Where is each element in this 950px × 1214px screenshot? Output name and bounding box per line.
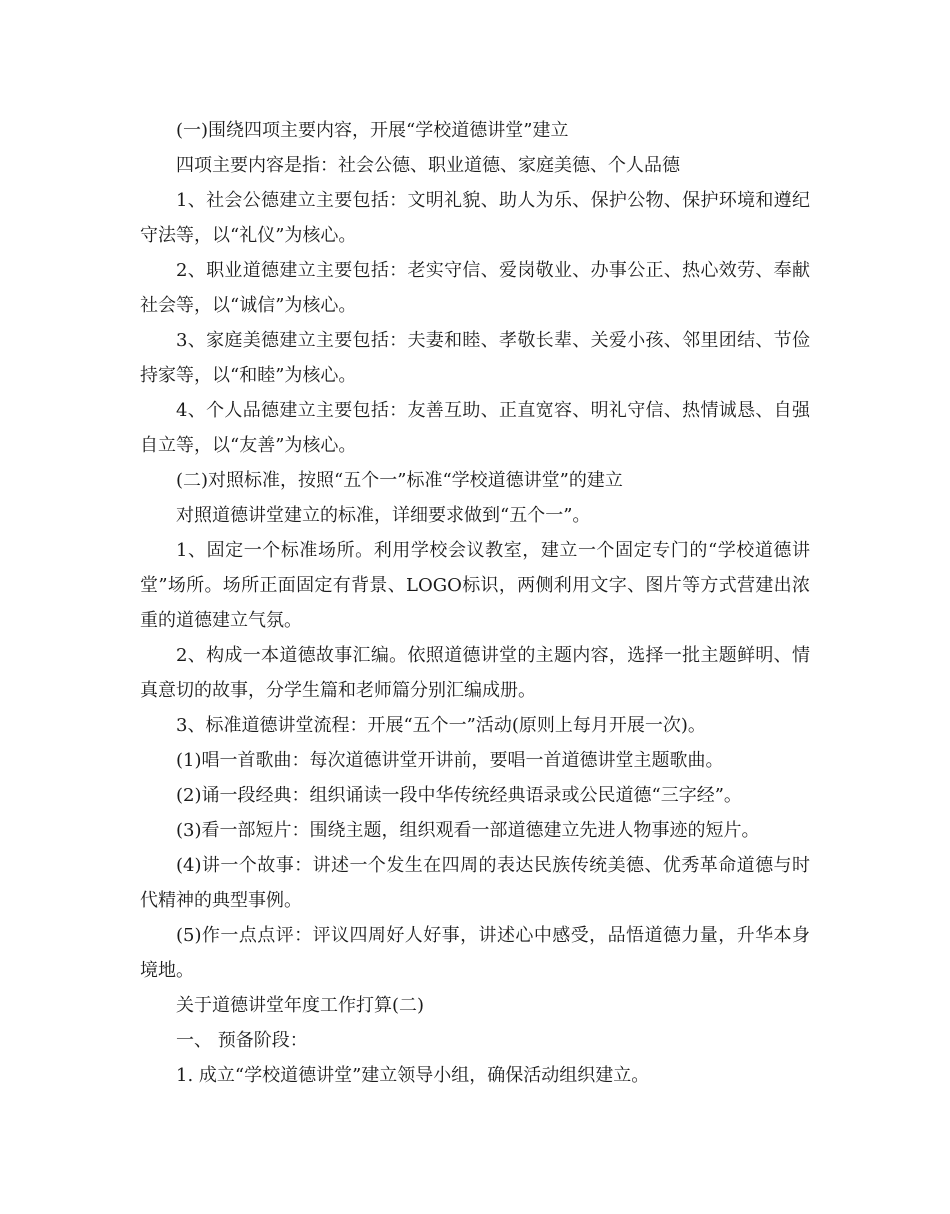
section-heading-one: (一)围绕四项主要内容，开展“学校道德讲堂”建立 (176, 120, 569, 141)
section-heading-preparation: 一、 预备阶段： (176, 1030, 308, 1051)
list-item-leading-group: 1. 成立“学校道德讲堂”建立领导小组，确保活动组织建立。 (176, 1065, 650, 1086)
list-item-tell-story: (4)讲一个故事：讲述一个发生在四周的表达民族传统美德、优秀革命道德与时代精神的典型事例。 (140, 855, 810, 911)
paragraph-lecture-process: 3、标准道德讲堂流程：开展“五个一”活动(原则上每月开展一次)。 (176, 715, 706, 736)
paragraph-social-morality: 1、社会公德建立主要包括：文明礼貌、助人为乐、保护公物、保护环境和遵纪守法等，以“礼仪”为核心。 (140, 190, 810, 246)
list-item-watch-film: (3)看一部短片：围绕主题，组织观看一部道德建立先进人物事迹的短片。 (176, 820, 760, 841)
list-item-recite-classic: (2)诵一段经典：组织诵读一段中华传统经典语录或公民道德“三字经”。 (176, 785, 742, 806)
paragraph-story-compilation: 2、构成一本道德故事汇编。依照道德讲堂的主题内容，选择一批主题鲜明、情真意切的故事，分学生篇和老师篇分别汇编成册。 (140, 645, 810, 701)
list-item-commentary: (5)作一点点评：评议四周好人好事，讲述心中感受，品悟道德力量，升华本身境地。 (140, 925, 810, 981)
paragraph-personal-character: 4、个人品德建立主要包括：友善互助、正直宽容、明礼守信、热情诚恳、自强自立等，以“友善”为核心。 (140, 400, 810, 456)
section-heading-two: (二)对照标准，按照“五个一”标准“学校道德讲堂”的建立 (176, 470, 623, 491)
paragraph-family-virtue: 3、家庭美德建立主要包括：夫妻和睦、孝敬长辈、关爱小孩、邻里团结、节俭持家等，以“和睦”为核心。 (140, 330, 810, 386)
paragraph-professional-ethics: 2、职业道德建立主要包括：老实守信、爱岗敬业、办事公正、热心效劳、奉献社会等，以“诚信”为核心。 (140, 260, 810, 316)
list-item-sing-song: (1)唱一首歌曲：每次道德讲堂开讲前，要唱一首道德讲堂主题歌曲。 (176, 750, 724, 771)
paragraph-four-contents: 四项主要内容是指：社会公德、职业道德、家庭美德、个人品德 (176, 155, 680, 176)
section-title-plan-two: 关于道德讲堂年度工作打算(二) (176, 995, 425, 1016)
paragraph-five-ones-intro: 对照道德讲堂建立的标准，详细要求做到“五个一”。 (176, 505, 591, 526)
paragraph-fixed-venue: 1、固定一个标准场所。利用学校会议教室，建立一个固定专门的“学校道德讲堂”场所。场所正面固定有背景、LOGO标识，两侧利用文字、图片等方式营建出浓重的道德建立气氛。 (140, 540, 810, 631)
